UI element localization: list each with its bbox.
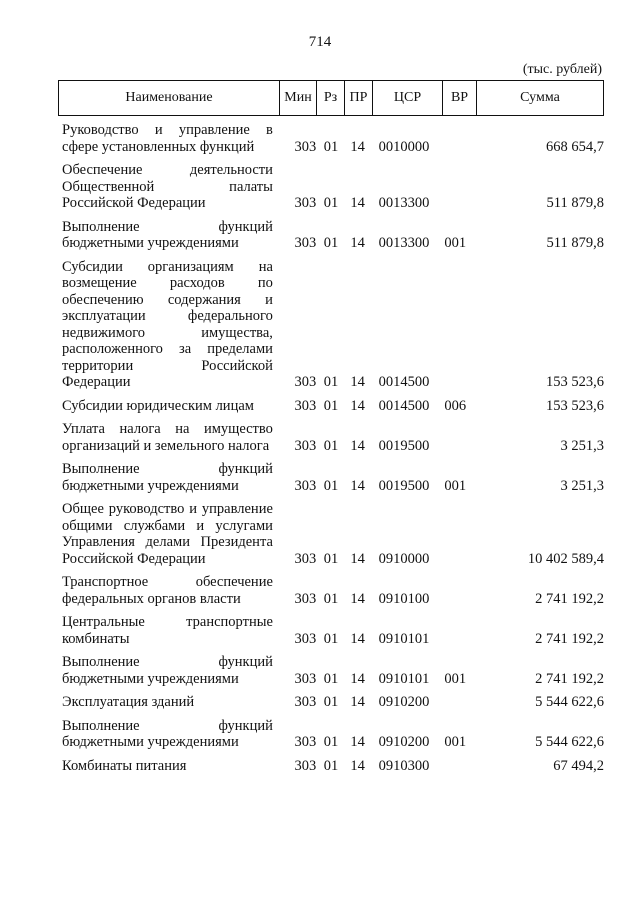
cell-sum: 10 402 589,4 — [527, 550, 604, 567]
cell-name: Комбинаты питания — [62, 757, 187, 774]
cell-name: Выполнение функций бюджетными учреждениями — [62, 461, 273, 494]
header-rz: Рз — [316, 81, 344, 115]
cell-sum: 5 544 622,6 — [535, 694, 604, 710]
cell-rz: 01 — [323, 694, 339, 710]
cell-pr: 14 — [350, 670, 365, 687]
cell-csr: 0010000 — [378, 138, 430, 155]
cell-sum: 511 879,8 — [546, 235, 604, 251]
cell-pr: 14 — [350, 550, 365, 567]
cell-sum: 3 251,3 — [560, 437, 604, 454]
cell-sum: 2 741 192,2 — [535, 670, 604, 687]
cell-rz: 01 — [323, 195, 339, 211]
cell-sum: 668 654,7 — [546, 138, 604, 155]
cell-pr: 14 — [350, 590, 365, 607]
cell-min: 303 — [294, 477, 317, 494]
cell-name: Уплата налога на имущество организаций и земельного налога — [62, 421, 273, 454]
cell-pr: 14 — [350, 138, 365, 155]
cell-pr: 14 — [350, 195, 365, 211]
cell-name: Обеспечение деятельности Общественной палаты Российской Федерации — [62, 162, 273, 211]
cell-min: 303 — [294, 590, 317, 607]
page-number: 714 — [308, 34, 332, 50]
cell-rz: 01 — [323, 477, 339, 494]
cell-pr: 14 — [350, 757, 365, 774]
cell-csr: 0019500 — [378, 477, 430, 494]
table-row — [58, 718, 604, 751]
table-row — [58, 461, 604, 494]
table-row — [58, 694, 604, 711]
cell-csr: 0910200 — [378, 734, 430, 750]
cell-csr: 0013300 — [378, 195, 430, 211]
cell-csr: 0910000 — [378, 550, 430, 567]
cell-csr: 0014500 — [378, 397, 430, 414]
cell-csr: 0910101 — [378, 670, 430, 687]
cell-name: Транспортное обеспечение федеральных органов власти — [62, 574, 273, 607]
table-row — [58, 501, 604, 567]
cell-pr: 14 — [350, 477, 365, 494]
cell-sum: 511 879,8 — [546, 195, 604, 211]
cell-sum: 2 741 192,2 — [535, 590, 604, 607]
cell-sum: 3 251,3 — [560, 477, 604, 494]
header-csr: ЦСР — [372, 81, 442, 115]
cell-min: 303 — [294, 734, 317, 750]
cell-min: 303 — [294, 195, 317, 211]
cell-sum: 67 494,2 — [553, 757, 604, 774]
cell-name: Субсидии юридическим лицам — [62, 397, 254, 414]
cell-name: Субсидии организациям на возмещение расходов по обеспечению содержания и эксплуатации федерального недвижимого имущества, расположенного за пределами территории Российской Федерации — [62, 258, 273, 390]
cell-name: Эксплуатация зданий — [62, 694, 195, 710]
cell-name: Центральные транспортные комбинаты — [62, 614, 273, 647]
unit-label: (тыс. рублей) — [522, 62, 602, 77]
table-row — [58, 574, 604, 607]
table-row — [58, 758, 604, 775]
cell-rz: 01 — [323, 630, 339, 647]
cell-pr: 14 — [350, 374, 365, 390]
cell-name: Руководство и управление в сфере установленных функций — [62, 122, 273, 155]
cell-min: 303 — [294, 550, 317, 567]
cell-vr: 001 — [444, 734, 467, 750]
header-sum: Сумма — [476, 81, 604, 115]
cell-min: 303 — [294, 397, 317, 414]
cell-csr: 0019500 — [378, 437, 430, 454]
header-min: Мин — [279, 81, 316, 115]
cell-vr: 001 — [444, 235, 467, 251]
table-row — [58, 162, 604, 212]
cell-min: 303 — [294, 138, 317, 155]
cell-rz: 01 — [323, 590, 339, 607]
cell-vr: 006 — [444, 397, 467, 414]
cell-name: Выполнение функций бюджетными учреждениями — [62, 218, 273, 251]
cell-rz: 01 — [323, 734, 339, 750]
header-pr: ПР — [344, 81, 372, 115]
cell-name: Общее руководство и управление общими службами и услугами Управления делами Президента Российской Федерации — [62, 501, 273, 567]
header-vr: ВР — [442, 81, 476, 115]
cell-pr: 14 — [350, 397, 365, 414]
cell-min: 303 — [294, 235, 317, 251]
table-row — [58, 122, 604, 155]
cell-pr: 14 — [350, 734, 365, 750]
cell-min: 303 — [294, 757, 317, 774]
cell-sum: 2 741 192,2 — [535, 630, 604, 647]
table-row — [58, 398, 604, 415]
cell-rz: 01 — [323, 235, 339, 251]
cell-rz: 01 — [323, 397, 339, 414]
cell-min: 303 — [294, 670, 317, 687]
cell-csr: 0910100 — [378, 590, 430, 607]
table-row — [58, 614, 604, 647]
cell-vr: 001 — [444, 670, 467, 687]
cell-name: Выполнение функций бюджетными учреждениями — [62, 717, 273, 750]
cell-csr: 0910300 — [378, 757, 430, 774]
cell-sum: 5 544 622,6 — [535, 734, 604, 750]
table-row — [58, 654, 604, 687]
cell-min: 303 — [294, 694, 317, 710]
table-row — [58, 421, 604, 454]
table-row — [58, 219, 604, 252]
cell-csr: 0013300 — [378, 235, 430, 251]
cell-csr: 0014500 — [378, 374, 430, 390]
table-row — [58, 259, 604, 391]
cell-name: Выполнение функций бюджетными учреждениями — [62, 654, 273, 687]
cell-rz: 01 — [323, 138, 339, 155]
table-header — [58, 80, 604, 116]
cell-pr: 14 — [350, 630, 365, 647]
cell-rz: 01 — [323, 670, 339, 687]
cell-rz: 01 — [323, 437, 339, 454]
cell-csr: 0910200 — [378, 694, 430, 710]
cell-min: 303 — [294, 437, 317, 454]
cell-rz: 01 — [323, 757, 339, 774]
cell-pr: 14 — [350, 437, 365, 454]
cell-min: 303 — [294, 374, 317, 390]
table-body — [58, 122, 604, 781]
cell-vr: 001 — [444, 477, 467, 494]
cell-csr: 0910101 — [378, 630, 430, 647]
cell-rz: 01 — [323, 374, 339, 390]
cell-sum: 153 523,6 — [546, 397, 604, 414]
cell-sum: 153 523,6 — [546, 374, 604, 390]
cell-pr: 14 — [350, 235, 365, 251]
cell-min: 303 — [294, 630, 317, 647]
cell-pr: 14 — [350, 694, 365, 710]
cell-rz: 01 — [323, 550, 339, 567]
header-name: Наименование — [58, 81, 279, 115]
